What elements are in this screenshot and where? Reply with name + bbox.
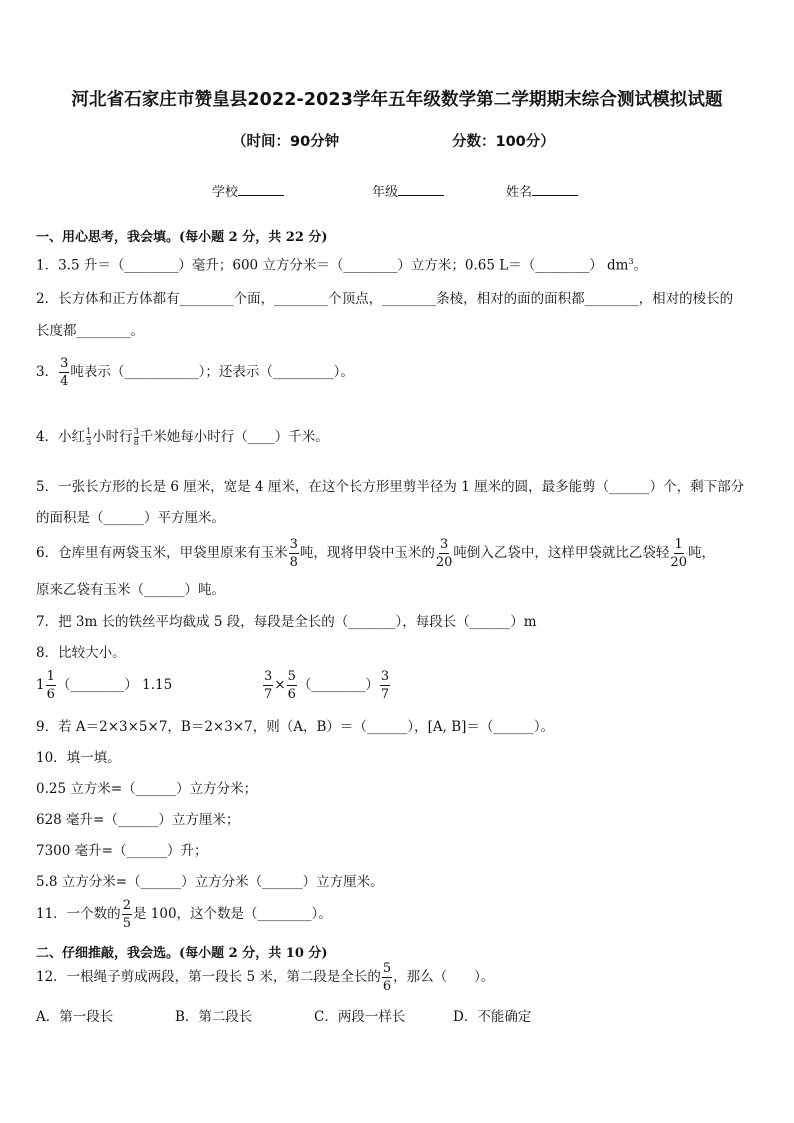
exam-time: （时间：90分钟	[232, 134, 340, 150]
school-label: 学校	[212, 185, 239, 200]
q8b-text: （________）	[297, 677, 379, 693]
q8a-text: （________） 1.15	[56, 677, 173, 693]
q8b-fraction-1: $\frac{3}{7}$	[264, 669, 273, 702]
grade-label: 年级	[372, 185, 399, 200]
question-8: 8．比较大小。	[36, 645, 126, 661]
q4-text-c: 千米她每小时行（____）千米。	[139, 429, 329, 445]
q6-fraction-3: $\frac{1}{20}$	[670, 537, 687, 570]
question-6-line1	[36, 538, 715, 569]
q4-text-b: 小时行	[92, 429, 133, 445]
section1-title: 一、用心思考，我会填。(每小题 2 分，共 22 分)	[36, 230, 328, 245]
question-5-line1: 5．一张长方形的长是 6 厘米，宽是 4 厘米，在这个长方形里剪半径为 1 厘米的圆，最多能剪（______）个，剩下部分	[36, 479, 745, 495]
q8b-fraction-3: $\frac{3}{7}$	[380, 669, 390, 702]
q3-fraction: $\frac{3}{4}$	[60, 356, 69, 389]
question-10a: 0.25 立方米=（______）立方分米；	[36, 781, 258, 797]
question-10d: 5.8 立方分米=（______）立方分米（______）立方厘米。	[36, 874, 384, 890]
q11-text-b: 是 100，这个数是（________）。	[132, 906, 332, 922]
name-label: 姓名	[506, 185, 533, 200]
q12-text-a: 12．一根绳子剪成两段，第一段长 5 米，第二段是全长的	[36, 969, 381, 985]
q1-superscript: 3	[628, 257, 634, 266]
question-10b: 628 毫升=（______）立方厘米；	[36, 812, 240, 828]
name-field[interactable]	[506, 181, 578, 200]
page-title: 河北省石家庄市赞皇县2022-2023学年五年级数学第二学期期末综合测试模拟试题	[71, 90, 723, 110]
q3-number: 3．	[36, 364, 59, 380]
question-6-line2: 原来乙袋有玉米（______）吨。	[36, 582, 225, 598]
q4-text-a: 4．小红	[36, 429, 86, 445]
question-7: 7．把 3m 长的铁丝平均截成 5 段，每段是全长的（_______），每段长（______）m	[36, 614, 537, 630]
q11-text-a: 11．一个数的	[36, 906, 121, 922]
question-5-line2: 的面积是（______）平方厘米。	[36, 510, 225, 526]
q4-fraction-1: $\frac{1}{3}$	[86, 427, 92, 447]
question-9: 9．若 A＝2×3×5×7，B＝2×3×7，则（A，B）＝（______），[A, B]＝（______）。	[36, 719, 555, 735]
question-3	[36, 357, 354, 388]
question-4	[36, 428, 329, 447]
option-d[interactable]: D．不能确定	[453, 1009, 532, 1025]
question-1	[36, 258, 647, 273]
q6-text-a: 6．仓库里有两袋玉米，甲袋里原来有玉米	[36, 545, 288, 561]
name-blank[interactable]	[532, 183, 578, 196]
grade-field[interactable]	[372, 181, 444, 200]
q3-text: 吨表示（___________）；还表示（_________）。	[70, 364, 354, 380]
exam-score: 分数：100分）	[452, 134, 555, 150]
q6-fraction-1: $\frac{3}{8}$	[289, 537, 298, 570]
q8b-fraction-2: $\frac{5}{6}$	[287, 669, 296, 702]
q12-fraction: $\frac{5}{6}$	[382, 961, 392, 994]
q8a-whole: 1	[36, 677, 45, 693]
q6-fraction-2: $\frac{3}{20}$	[435, 537, 453, 570]
q8a-fraction: $\frac{1}{6}$	[46, 669, 55, 702]
q6-text-d: 吨，	[687, 545, 715, 561]
q12-text-b: ，那么（ ）。	[393, 969, 495, 985]
section2-title: 二、仔细推敲，我会选。(每小题 2 分，共 10 分)	[36, 946, 328, 961]
q1-end: 。	[633, 257, 648, 274]
q4-fraction-2: $\frac{3}{8}$	[133, 427, 139, 447]
q8b-times: ×	[274, 677, 286, 693]
option-c[interactable]: C．两段一样长	[314, 1009, 406, 1025]
option-a[interactable]: A．第一段长	[36, 1009, 114, 1025]
question-12	[36, 962, 494, 993]
question-10: 10．填一填。	[36, 750, 121, 766]
option-b[interactable]: B．第二段长	[175, 1009, 253, 1025]
school-blank[interactable]	[238, 183, 284, 196]
question-10c: 7300 毫升=（______）升；	[36, 843, 208, 859]
question-11	[36, 899, 332, 930]
grade-blank[interactable]	[398, 183, 444, 196]
question-8b	[262, 670, 391, 701]
question-2-line1: 2．长方体和正方体都有________个面，________个顶点，________条棱，相对的面的面积都________，相对的棱长的	[36, 291, 734, 307]
q1-text: 1．3.5 升＝（________）毫升；600 立方分米＝（________）立方米；0.65 L＝（________） dm	[36, 257, 629, 274]
q6-text-b: 吨，现将甲袋中玉米的	[299, 545, 435, 561]
question-8a	[36, 670, 172, 701]
q11-fraction: $\frac{2}{5}$	[122, 898, 131, 931]
school-field[interactable]	[212, 181, 284, 200]
question-2-line2: 长度都________。	[36, 323, 144, 339]
q6-text-c: 吨倒入乙袋中，这样甲袋就比乙袋轻	[453, 545, 670, 561]
